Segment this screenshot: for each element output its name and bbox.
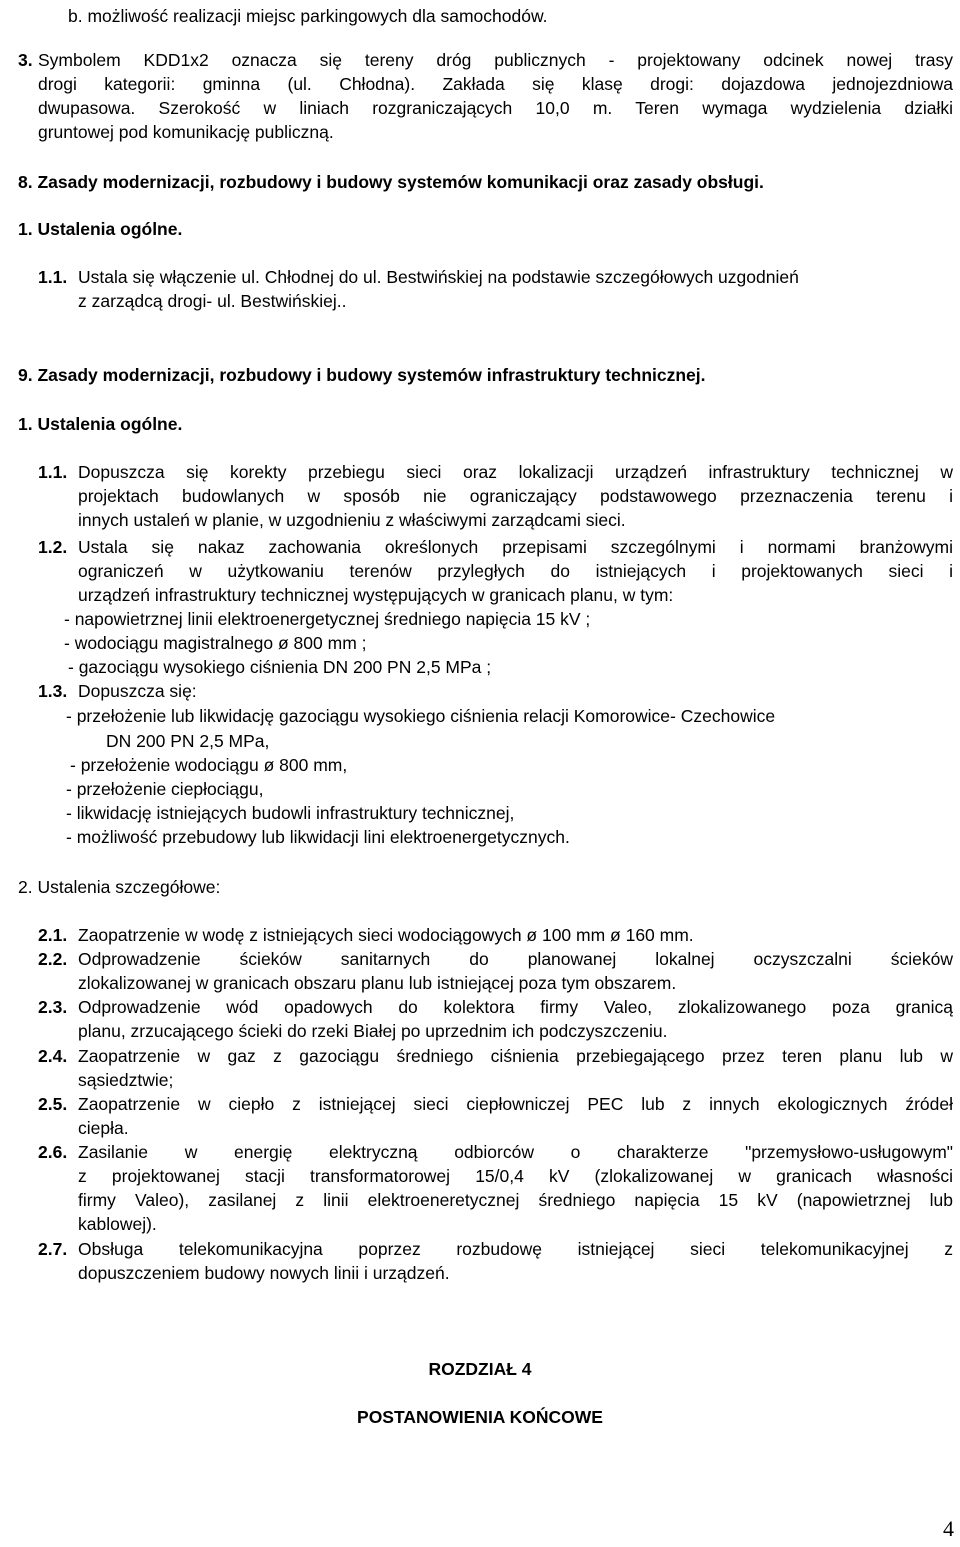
item-text: dopuszczeniem budowy nowych linii i urządzeń. bbox=[78, 1263, 450, 1283]
item-text: Zaopatrzenie w gaz z gazociągu średniego ciśnienia przebiegającego przez teren planu lub w bbox=[78, 1046, 953, 1066]
item-text: Dopuszcza się: bbox=[78, 681, 197, 701]
item-number: 2.1. bbox=[38, 925, 68, 945]
item-3-number: 3. bbox=[18, 50, 33, 70]
dash-item: - wodociągu magistralnego ø 800 mm ; bbox=[64, 633, 367, 653]
item-text: Odprowadzenie wód opadowych do kolektora firmy Valeo, zlokalizowanego poza granicą bbox=[78, 997, 953, 1017]
item-text: ciepła. bbox=[78, 1118, 129, 1138]
item-number: 1.3. bbox=[38, 681, 68, 701]
section-9-subheading-2: 2. Ustalenia szczegółowe: bbox=[18, 877, 221, 897]
chapter-title: POSTANOWIENIA KOŃCOWE bbox=[357, 1407, 603, 1427]
item-text: ograniczeń w użytkowaniu terenów przyległych do istniejących i projektowanych sieci i bbox=[78, 561, 953, 581]
item-number: 1.1. bbox=[38, 267, 68, 287]
item-text: zlokalizowanej w granicach obszaru planu lub istniejącej poza tym obszarem. bbox=[78, 973, 677, 993]
item-text: Ustala się nakaz zachowania określonych przepisami szczególnymi i normami branżowymi bbox=[78, 537, 953, 557]
item-text: kablowej). bbox=[78, 1214, 157, 1234]
item-text: Obsługa telekomunikacyjna poprzez rozbudowę istniejącej sieci telekomunikacyjnej z bbox=[78, 1239, 953, 1259]
dash-item: - likwidację istniejących budowli infrastruktury technicznej, bbox=[66, 803, 515, 823]
section-8-subheading: 1. Ustalenia ogólne. bbox=[18, 219, 183, 239]
item-text: planu, zrzucającego ścieki do rzeki Białej po uprzednim ich podczyszczeniu. bbox=[78, 1021, 668, 1041]
section-9-heading: 9. Zasady modernizacji, rozbudowy i budowy systemów infrastruktury technicznej. bbox=[18, 365, 706, 385]
item-number: 2.5. bbox=[38, 1094, 68, 1114]
dash-item: - napowietrznej linii elektroenergetycznej średniego napięcia 15 kV ; bbox=[64, 609, 591, 629]
item-text: sąsiedztwie; bbox=[78, 1070, 174, 1090]
item-3-line: Symbolem KDD1x2 oznacza się tereny dróg publicznych - projektowany odcinek nowej trasy bbox=[38, 50, 953, 70]
item-text: projektach budowlanych w sposób nie ograniczający podstawowego przeznaczenia terenu i bbox=[78, 486, 953, 506]
item-text: z projektowanej stacji transformatorowej 15/0,4 kV (zlokalizowanej w granicach własności bbox=[78, 1166, 953, 1186]
dash-item: - przełożenie ciepłociągu, bbox=[66, 779, 264, 799]
dash-item: - przełożenie wodociągu ø 800 mm, bbox=[70, 755, 348, 775]
item-number: 2.6. bbox=[38, 1142, 68, 1162]
item-number: 2.7. bbox=[38, 1239, 68, 1259]
dash-item: - przełożenie lub likwidację gazociągu wysokiego ciśnienia relacji Komorowice- Czechowice bbox=[66, 706, 776, 726]
item-text: Zasilanie w energię elektryczną odbiorców o charakterze "przemysłowo-usługowym" bbox=[78, 1142, 953, 1162]
item-number: 1.2. bbox=[38, 537, 68, 557]
item-number: 2.2. bbox=[38, 949, 68, 969]
item-text: Zaopatrzenie w ciepło z istniejącej sieci ciepłowniczej PEC lub z innych ekologicznych źródeł bbox=[78, 1094, 953, 1114]
page-number: 4 bbox=[943, 1516, 954, 1541]
item-3-line: dwupasowa. Szerokość w liniach rozgraniczających 10,0 m. Teren wymaga wydzielenia działki bbox=[38, 98, 953, 118]
dash-item: - możliwość przebudowy lub likwidacji lini elektroenergetycznych. bbox=[66, 827, 570, 847]
item-text: innych ustaleń w planie, w uzgodnieniu z właściwymi zarządcami sieci. bbox=[78, 510, 626, 530]
item-text: urządzeń infrastruktury technicznej występujących w granicach planu, w tym: bbox=[78, 585, 674, 605]
item-text: Dopuszcza się korekty przebiegu sieci oraz lokalizacji urządzeń infrastruktury technicznej w bbox=[78, 462, 953, 482]
chapter-heading: ROZDZIAŁ 4 bbox=[428, 1359, 532, 1379]
item-number: 1.1. bbox=[38, 462, 68, 482]
section-8-heading: 8. Zasady modernizacji, rozbudowy i budowy systemów komunikacji oraz zasady obsługi. bbox=[18, 172, 764, 192]
item-text: Ustala się włączenie ul. Chłodnej do ul. Bestwińskiej na podstawie szczegółowych uzgodnień bbox=[78, 267, 799, 287]
item-number: 2.4. bbox=[38, 1046, 68, 1066]
item-text: z zarządcą drogi- ul. Bestwińskiej.. bbox=[78, 291, 347, 311]
item-text: Odprowadzenie ścieków sanitarnych do planowanej lokalnej oczyszczalni ścieków bbox=[78, 949, 953, 969]
item-3-line: drogi kategorii: gminna (ul. Chłodna). Zakłada się klasę drogi: dojazdowa jednojezdniowa bbox=[38, 74, 953, 94]
item-3-line: gruntowej pod komunikację publiczną. bbox=[38, 122, 334, 142]
dash-item: - gazociągu wysokiego ciśnienia DN 200 PN 2,5 MPa ; bbox=[68, 657, 492, 677]
item-number: 2.3. bbox=[38, 997, 68, 1017]
dash-item: DN 200 PN 2,5 MPa, bbox=[106, 731, 270, 751]
item-text: firmy Valeo), zasilanej z linii elektroeneretycznej średniego napięcia 15 kV (napowietrznej lub bbox=[78, 1190, 953, 1210]
item-text: Zaopatrzenie w wodę z istniejących sieci wodociągowych ø 100 mm ø 160 mm. bbox=[78, 925, 694, 945]
item-b: b. możliwość realizacji miejsc parkingowych dla samochodów. bbox=[68, 6, 548, 26]
section-9-subheading: 1. Ustalenia ogólne. bbox=[18, 414, 183, 434]
